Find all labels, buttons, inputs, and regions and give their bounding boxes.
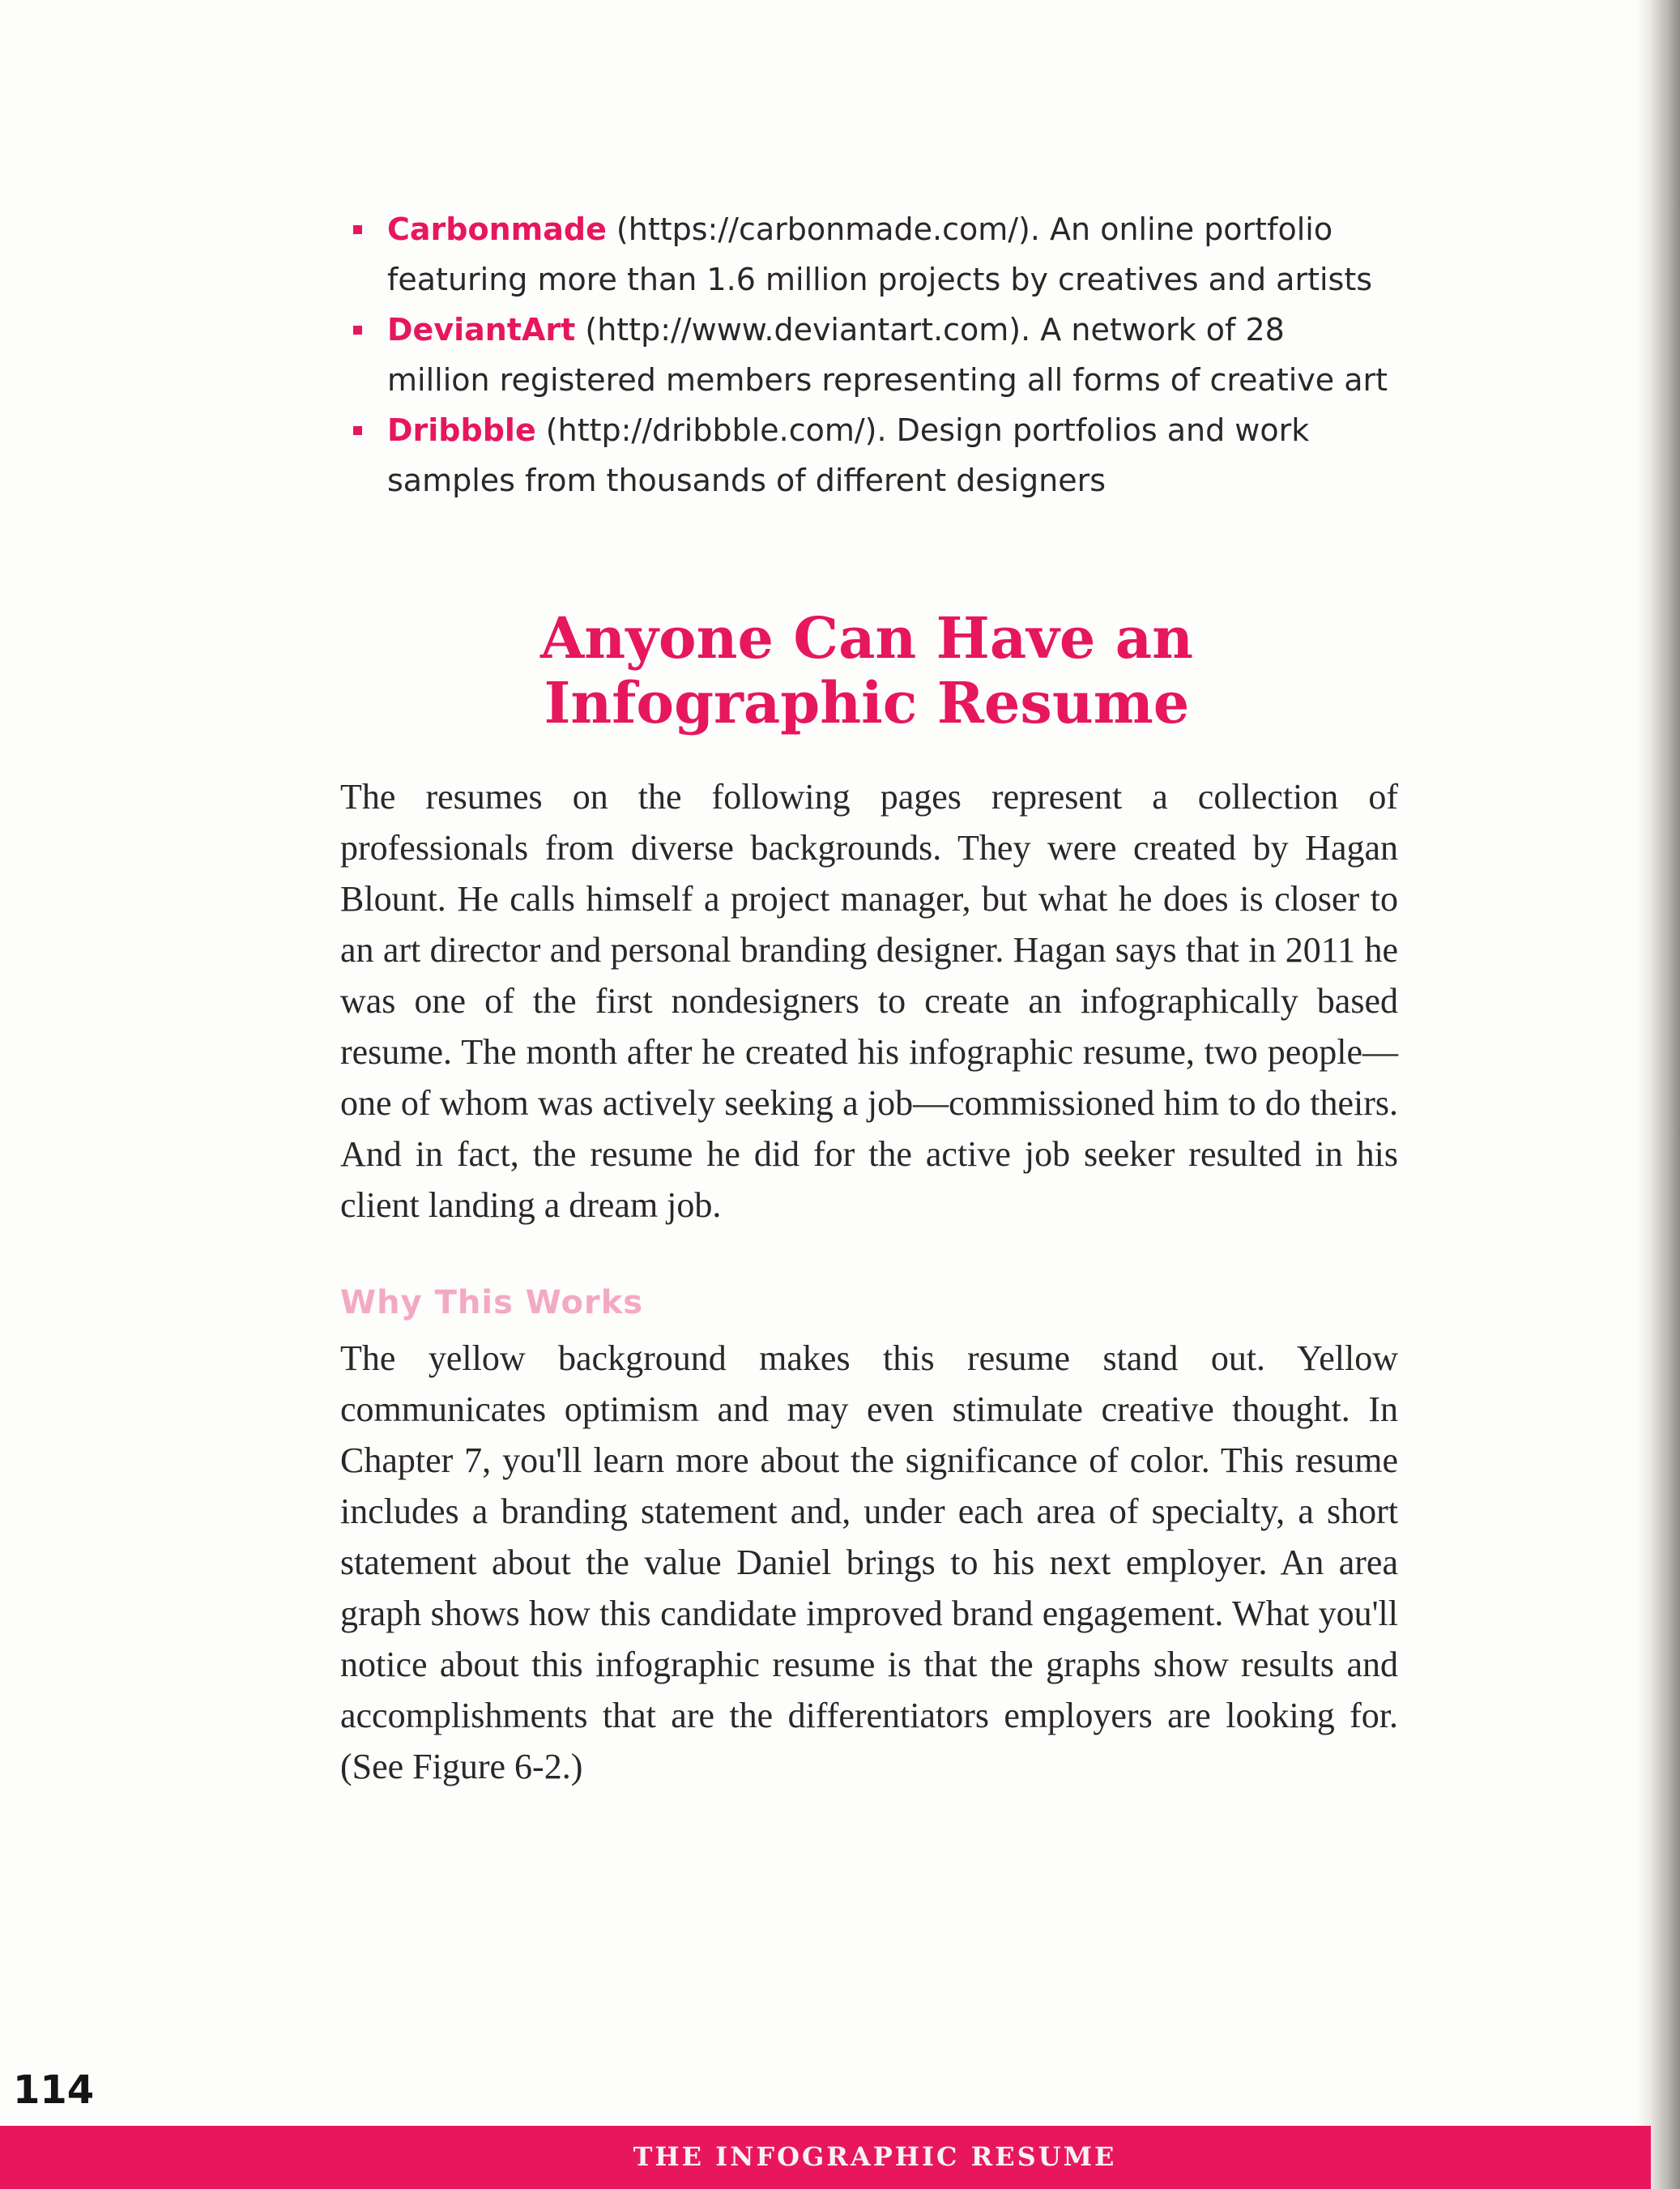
section-heading-line-2: Infographic Resume [544, 669, 1190, 736]
resource-name: DeviantArt [387, 312, 576, 348]
list-item [340, 405, 1393, 506]
section-heading [340, 606, 1393, 736]
page-gutter-shadow [1636, 0, 1651, 2189]
subheading-why-this-works: Why This Works [340, 1284, 644, 1321]
footer-band [0, 2126, 1651, 2189]
bullet-square-icon [353, 326, 362, 335]
list-item [340, 204, 1393, 305]
running-footer-title: THE INFOGRAPHIC RESUME [633, 2141, 1117, 2172]
list-item [340, 305, 1393, 405]
bullet-square-icon [353, 225, 362, 234]
bullet-square-icon [353, 426, 362, 435]
resource-description: (https://carbonmade.com/). An online portfolio featuring more than 1.6 million projects by creatives and artists [387, 211, 1373, 297]
resource-name: Carbonmade [387, 211, 607, 247]
section-heading-line-1: Anyone Can Have an [539, 604, 1194, 672]
page-number: 114 [13, 2067, 95, 2113]
resource-description: (http://www.deviantart.com). A network of 28 million registered members representing all forms of creative art [387, 312, 1388, 398]
resource-list [340, 204, 1393, 506]
resource-name: Dribbble [387, 412, 536, 448]
body-paragraph-intro: The resumes on the following pages represent a collection of professionals from diverse backgrounds. They were created by Hagan Blount. He calls himself a project manager, but what he does is closer to an art director and personal branding designer. Hagan says that in 2011 he was one of the first nondesigners to create an infographically based resume. The month after he created his infographic resume, two people—one of whom was actively seeking a job—commissioned him to do theirs. And in fact, the resume he did for the active job seeker resulted in his client landing a dream job. [340, 777, 1398, 1225]
page-edge [1651, 0, 1680, 2189]
resource-description: (http://dribbble.com/). Design portfolios and work samples from thousands of different designers [387, 412, 1310, 498]
body-paragraph-why-this-works: The yellow background makes this resume stand out. Yellow communicates optimism and may even stimulate creative thought. In Chapter 7, you'll learn more about the significance of color. This resume includes a branding statement and, under each area of specialty, a short statement about the value Daniel brings to his next employer. An area graph shows how this candidate improved brand engagement. What you'll notice about this infographic resume is that the graphs show results and accomplishments that are the differentiators employers are looking for. (See Figure 6-2.) [340, 1338, 1398, 1786]
